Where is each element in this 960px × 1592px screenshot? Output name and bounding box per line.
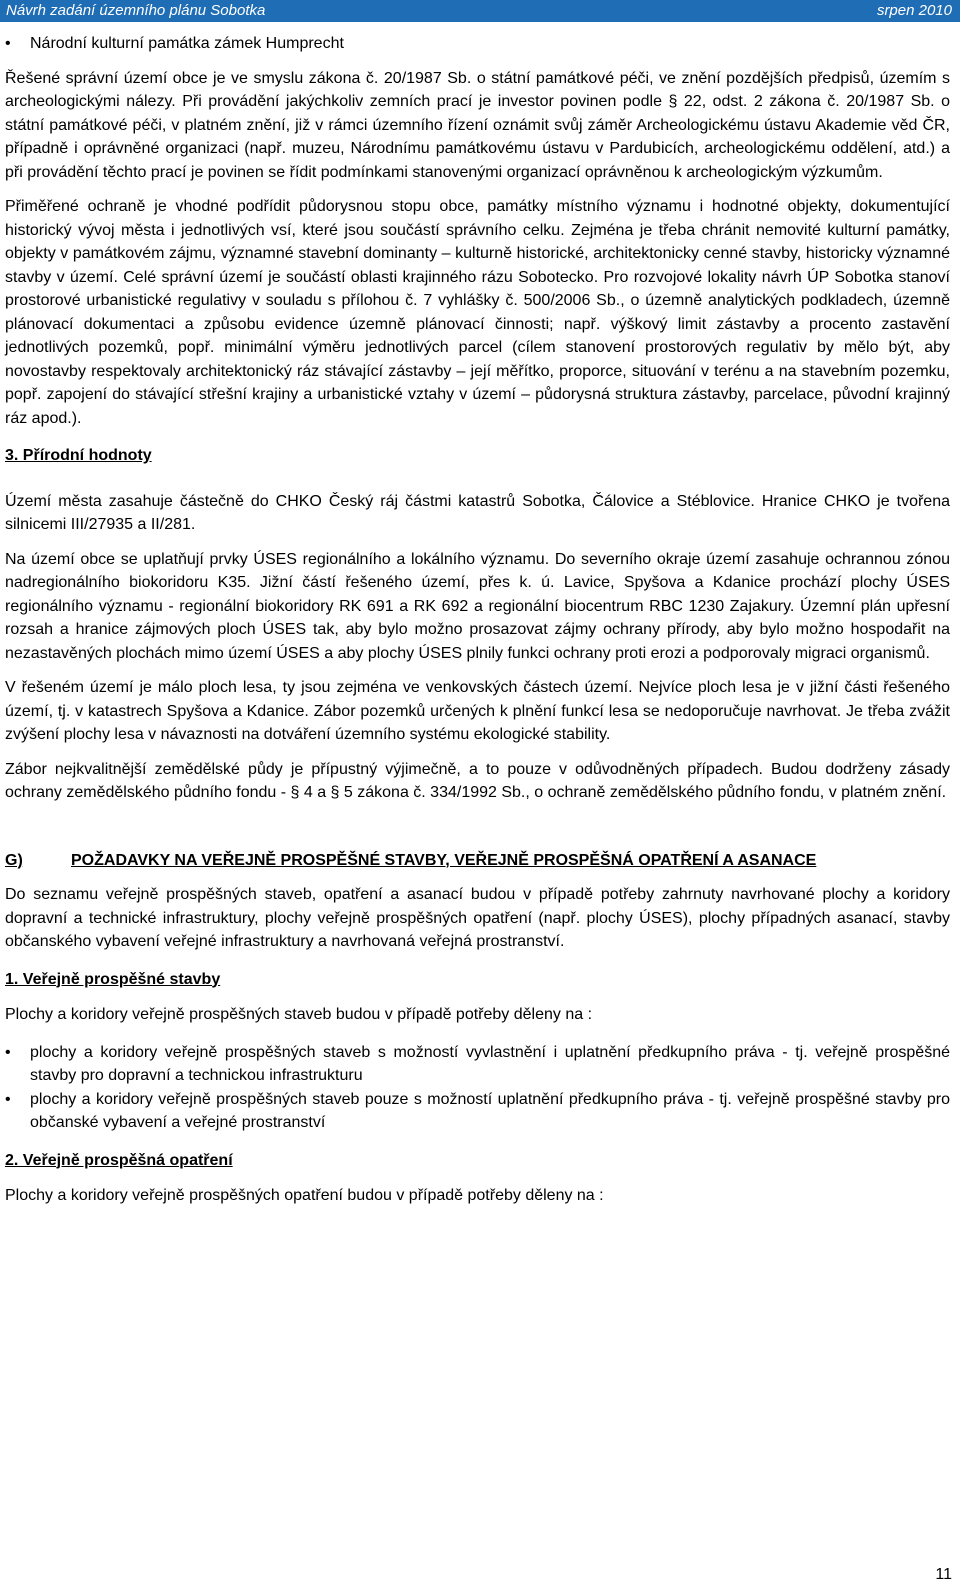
paragraph-chko: Území města zasahuje částečně do CHKO Český ráj částmi katastrů Sobotka, Čálovice a Stéblovice. Hranice CHKO je tvořena silnicemi III/27935 a II/281. [5,492,950,533]
subsection-heading-public-measures: 2. Veřejně prospěšná opatření [5,1151,233,1169]
paragraph-agricultural-land: Zábor nejkvalitnější zemědělské půdy je přípustný výjimečně, a to pouze v odůvodněných případech. Budou dodrženy zásady ochrany zemědělského půdního fondu - § 4 a § 5 zákona č. 334/1992 Sb., o ochraně zemědělského půdního fondu, v platném znění. [5,760,950,801]
list-item [5,1088,950,1135]
paragraph-protection: Přiměřené ochraně je vhodné podřídit půdorysnou stopu obce, památky místního významu i hodnotné objekty, dokumentující historický vývoj města i jednotlivých vsí, které jsou součástí správního celku. Zejména je třeba chránit nemovité kulturní památky, objekty v památkovém zájmu, významné stavební dominanty – kulturně historické, architektonicky cenné stavby, historicky významné stavby v území. Celé správní území je součástí oblasti krajinného rázu Sobotecko. Pro rozvojové lokality návrh ÚP Sobotka stanoví prostorové urbanistické regulativy v souladu s přílohou č. 7 vyhlášky č. 500/2006 Sb., o územně analytických podkladech, územně plánovací dokumentaci a způsobu evidence územně plánovací činnosti; např. výškový limit zástavby a procento zastavění jednotlivých pozemků, popř. minimální výměru jednotlivých parcel (cílem stanovení prostorových regulativ by mělo být, aby novostavby respektovaly architektonický ráz stávající zástavby – její měřítko, proporce, situování v terénu a na stavebním pozemku, popř. zapojení do stávající střešní krajiny a urbanistické vztahy v území – půdorysná struktura zástavby, parcelace, původní krajinný ráz apod.). [5,198,950,427]
section-heading-natural-values: 3. Přírodní hodnoty [5,447,152,464]
paragraph-measures-intro: Plochy a koridory veřejně prospěšných opatření budou v případě potřeby děleny na : [5,1187,604,1204]
list-item [5,32,950,56]
list-item-text: Národní kulturní památka zámek Humprecht [30,35,344,52]
list-item [5,1041,950,1088]
section-title: POŽADAVKY NA VEŘEJNĚ PROSPĚŠNÉ STAVBY, VEŘEJNĚ PROSPĚŠNÁ OPATŘENÍ A ASANACE [71,851,817,869]
page-header [0,0,960,22]
paragraph-buildings-intro: Plochy a koridory veřejně prospěšných staveb budou v případě potřeby děleny na : [5,1006,593,1023]
document-body [5,32,950,1219]
paragraph-public-works: Do seznamu veřejně prospěšných staveb, opatření a asanací budou v případě potřeby zahrnuty navrhované plochy a koridory dopravní a technické infrastruktury, plochy veřejně prospěšných opatření (např. plochy ÚSES), plochy případných asanací, stavby občanského vybavení veřejné infrastruktury a navrhovaná veřejná prostranství. [5,886,950,950]
document-title: Návrh zadání územního plánu Sobotka [6,2,266,19]
section-heading-g [5,849,950,873]
section-letter: G) [5,851,23,869]
page-number: 11 [935,1566,952,1583]
paragraph-uses: Na území obce se uplatňují prvky ÚSES regionálního a lokálního významu. Do severního okraje území zasahuje ochrannou zónou nadregionálního biokoridoru K35. Jižní částí řešeného území, přes k. ú. Lavice, Spyšova a Kdanice prochází plochy ÚSES regionálního významu - regionální biokoridory RK 691 a RK 692 a regionální biocentrum RBC 1230 Zajakury. Územní plán upřesní rozsah a hranice zájmových ploch ÚSES tak, aby bylo možno prosazovat zájmy ochrany přírody, aby bylo možno hospodařit na nezastavěných plochách mimo území ÚSES a aby plochy ÚSES plnily funkci ochrany proti erozi a podporovaly migraci organismů. [5,550,950,662]
bullet-icon: • [5,1043,11,1061]
buildings-list [5,1041,950,1135]
document-date: srpen 2010 [876,2,952,19]
bullet-icon: • [5,35,11,52]
subsection-heading-public-buildings: 1. Veřejně prospěšné stavby [5,970,221,988]
paragraph-forest: V řešeném území je málo ploch lesa, ty jsou zejména ve venkovských částech území. Nejvíce ploch lesa je v jižní části řešeného území, tj. v katastrech Spyšova a Kdanice. Zábor pozemků určených k plnění funkcí lesa se nedoporučuje navrhovat. Je třeba zvážit zvýšení plochy lesa v návaznosti na dotváření územního systému ekologické stability. [5,679,950,743]
list-item-text: plochy a koridory veřejně prospěšných staveb s možností vyvlastnění i uplatnění předkupního práva - tj. veřejně prospěšné stavby pro dopravní a technickou infrastrukturu [30,1043,950,1084]
bullet-icon: • [5,1090,11,1108]
list-item-text: plochy a koridory veřejně prospěšných staveb pouze s možností uplatnění předkupního práva - tj. veřejně prospěšné stavby pro občanské vybavení a veřejné prostranství [30,1090,950,1131]
paragraph-archeology: Řešené správní území obce je ve smyslu zákona č. 20/1987 Sb. o státní památkové péči, ve znění pozdějších předpisů, územím s archeologickými nálezy. Při provádění jakýchkoliv zemních prací je investor povinen podle § 22, odst. 2 zákona č. 20/1987 Sb. o státní památkové péči, v platném znění, již v rámci územního řízení oznámit svůj záměr Archeologickému ústavu Akademie věd ČR, případně i oprávněné organizaci (např. muzeu, Národnímu památkovému ústavu v Pardubicích, archeologickému oddělení, atd.) a při provádění těchto prací je povinen se řídit podmínkami stanovenými organizací oprávněnou k archeologickým výzkumům. [5,69,950,181]
